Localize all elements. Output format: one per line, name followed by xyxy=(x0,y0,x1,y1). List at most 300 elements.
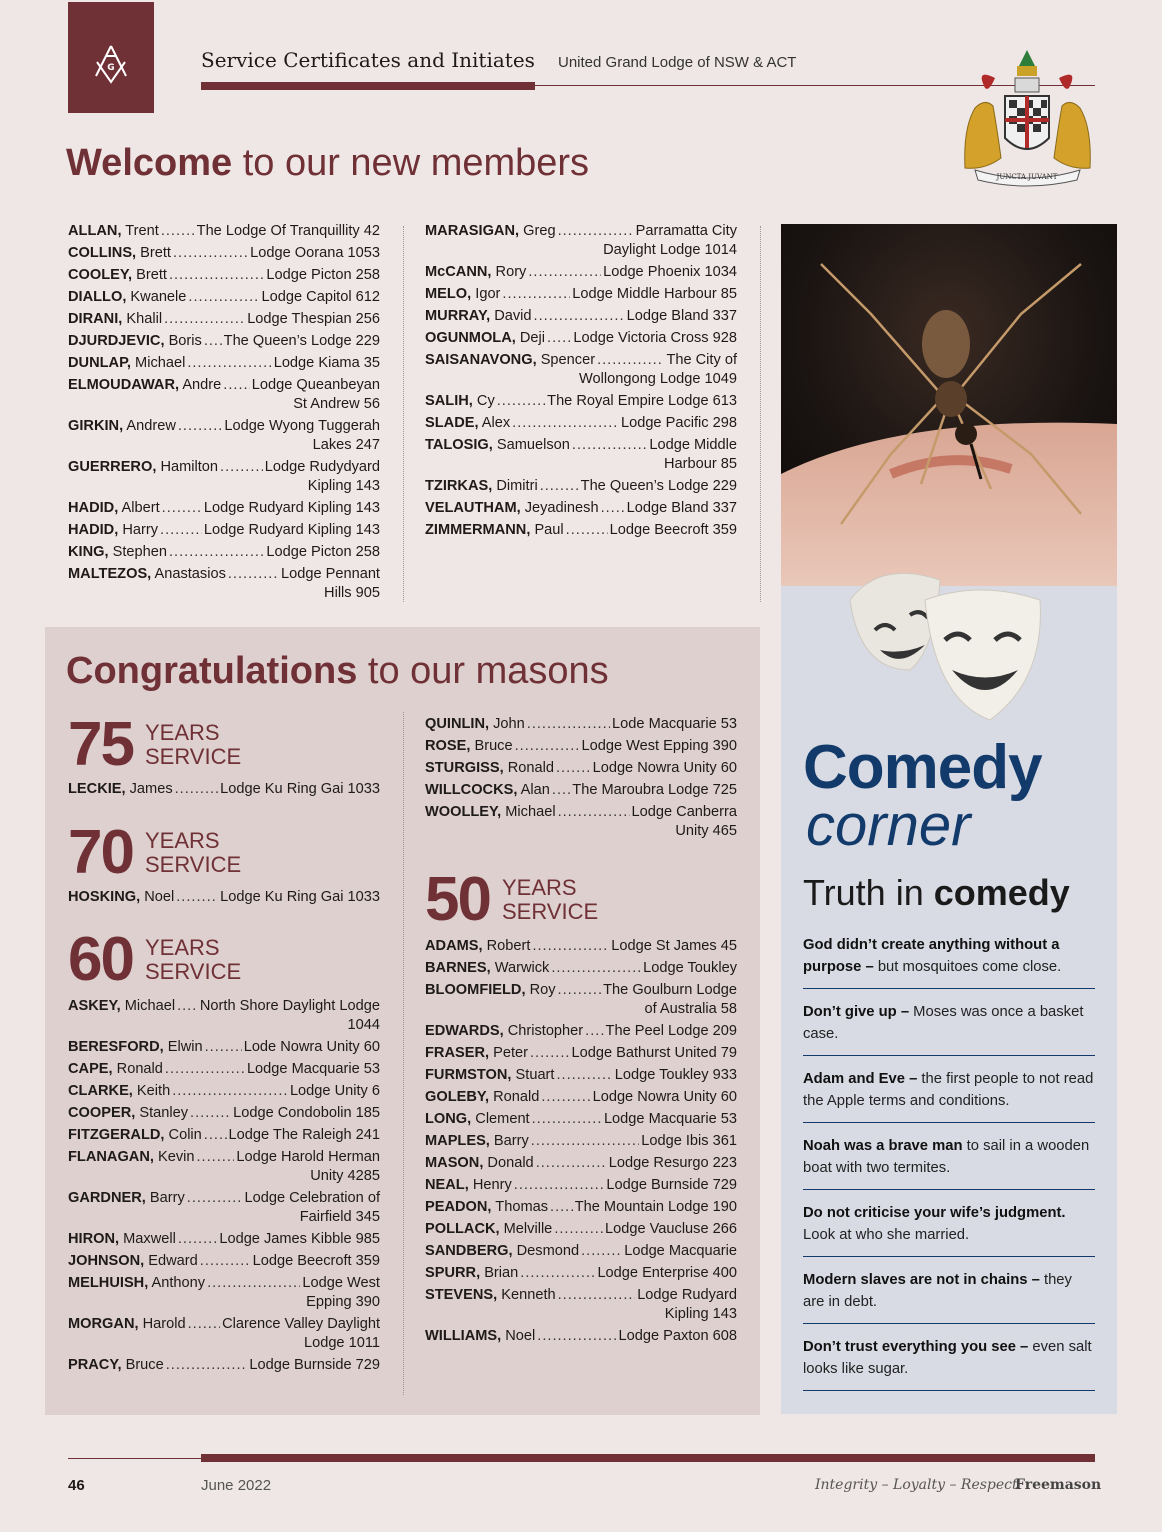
lodge-name: Lodge Kiama 35 xyxy=(273,355,380,371)
dot-leader xyxy=(515,737,580,756)
service-70-block xyxy=(68,818,380,910)
dot-leader xyxy=(585,1022,603,1041)
dot-leader xyxy=(187,1189,243,1208)
lodge-name: Lodge Bland 337 xyxy=(626,308,737,324)
dot-leader xyxy=(554,1220,603,1239)
member-entry xyxy=(68,1356,380,1375)
square-compass-icon xyxy=(68,2,154,113)
joke-item xyxy=(803,1133,1095,1190)
lodge-name: Lodge Toukley xyxy=(643,960,737,976)
member-given-name: Greg xyxy=(519,223,556,239)
member-entry xyxy=(68,997,380,1035)
dot-leader xyxy=(173,244,248,263)
dot-leader xyxy=(205,1038,242,1057)
member-given-name: Cy xyxy=(472,393,495,409)
footer-motto: Integrity – Loyalty – Respect xyxy=(815,1477,1018,1493)
member-entry xyxy=(68,1315,380,1353)
member-given-name: Noel xyxy=(501,1328,536,1344)
member-entry xyxy=(425,1176,737,1195)
member-surname: HIRON, xyxy=(68,1231,120,1247)
member-given-name: Boris xyxy=(164,333,202,349)
joke-punchline: they are in debt. xyxy=(803,1272,1072,1310)
member-given-name: Melville xyxy=(499,1221,553,1237)
member-entry xyxy=(425,1198,737,1217)
lodge-name-continued: Lodge 1011 xyxy=(303,1335,380,1351)
joke-lead: Don’t give up – xyxy=(803,1004,910,1020)
member-given-name: Igor xyxy=(471,286,501,302)
lodge-name: Lodge Pacific 298 xyxy=(620,415,737,431)
member-given-name: Ronald xyxy=(503,760,554,776)
dot-leader xyxy=(188,288,259,307)
member-entry xyxy=(425,959,737,978)
dot-leader xyxy=(497,392,545,411)
dot-leader xyxy=(228,565,279,584)
dot-leader xyxy=(178,1230,218,1249)
lodge-name: Lodge Unity 6 xyxy=(289,1083,380,1099)
lodge-name-continued: Kipling 143 xyxy=(664,1306,737,1322)
joke-lead: Don’t trust everything you see – xyxy=(803,1339,1029,1355)
dot-leader xyxy=(160,521,202,540)
member-given-name: Kevin xyxy=(153,1149,195,1165)
lodge-name: Lodge Rudydyard xyxy=(264,459,380,475)
dot-leader xyxy=(220,458,263,477)
member-surname: MALTEZOS, xyxy=(68,566,152,582)
lodge-name: Lodge Burnside 729 xyxy=(606,1177,737,1193)
lodge-name: Lodge West xyxy=(302,1275,380,1291)
member-given-name: David xyxy=(490,308,532,324)
member-given-name: Albert xyxy=(118,500,160,516)
member-surname: QUINLIN, xyxy=(425,716,490,732)
joke-item xyxy=(803,1334,1095,1391)
member-given-name: Trent xyxy=(121,223,159,239)
lodge-name-continued: Lakes 247 xyxy=(312,437,380,453)
member-surname: MORGAN, xyxy=(68,1316,139,1332)
dot-leader xyxy=(176,888,218,907)
member-surname: WOOLLEY, xyxy=(425,804,502,820)
joke-lead: Adam and Eve – xyxy=(803,1071,918,1087)
member-given-name: Michael xyxy=(501,804,556,820)
member-entry xyxy=(425,1110,737,1129)
member-entry xyxy=(425,981,737,1019)
member-entry xyxy=(425,715,737,734)
member-given-name: Maxwell xyxy=(119,1231,176,1247)
member-surname: OGUNMOLA, xyxy=(425,330,516,346)
joke-lead: Do not criticise your wife’s judgment. xyxy=(803,1205,1066,1221)
member-given-name: Kenneth xyxy=(497,1287,556,1303)
member-surname: HADID, xyxy=(68,500,119,516)
header-rule-thick xyxy=(201,82,535,90)
lodge-name-continued: Hills 905 xyxy=(324,585,380,601)
member-entry xyxy=(68,1038,380,1057)
lodge-name: Lodge Wyong Tuggerah xyxy=(224,418,380,434)
column-divider xyxy=(403,226,404,602)
service-75-block xyxy=(68,710,380,802)
lodge-name: Lodge Bathurst United 79 xyxy=(571,1045,737,1061)
member-given-name: Barry xyxy=(489,1133,529,1149)
dot-leader xyxy=(172,1082,288,1101)
member-surname: LECKIE, xyxy=(68,781,126,797)
dot-leader xyxy=(178,417,222,436)
lodge-name: Lodge Bland 337 xyxy=(626,500,737,516)
years-label: YEARS xyxy=(144,720,220,745)
member-given-name: Peter xyxy=(489,1045,528,1061)
joke-item xyxy=(803,1267,1095,1324)
joke-lead: God didn’t create anything without a purpose – xyxy=(803,937,1060,975)
member-entry xyxy=(425,1264,737,1283)
section-title: Service Certificates and Initiates xyxy=(201,48,535,72)
lodge-name: Lodge Harold Herman xyxy=(236,1149,380,1165)
lodge-name: The Royal Empire Lodge 613 xyxy=(547,393,737,409)
member-entry xyxy=(68,310,380,329)
lodge-name: Lodge Queanbeyan xyxy=(251,377,380,393)
mosquito-photo xyxy=(781,224,1117,586)
lodge-name-continued: 1044 xyxy=(347,1017,380,1033)
lodge-name: Lodge West Epping 390 xyxy=(581,738,737,754)
member-given-name: Harold xyxy=(138,1316,186,1332)
member-entry xyxy=(68,332,380,351)
member-entry xyxy=(425,263,737,282)
member-entry xyxy=(68,888,380,907)
lodge-name: The Goulburn Lodge xyxy=(603,982,737,998)
joke-punchline: Moses was once a basket case. xyxy=(803,1004,1084,1042)
member-entry xyxy=(68,354,380,373)
member-given-name: Michael xyxy=(130,355,186,371)
member-given-name: Hamilton xyxy=(156,459,219,475)
member-entry xyxy=(425,351,737,389)
member-surname: SANDBERG, xyxy=(425,1243,513,1259)
member-surname: NEAL, xyxy=(425,1177,469,1193)
lodge-name: Lodge Paxton 608 xyxy=(618,1328,737,1344)
lodge-name: Lodge Macquarie xyxy=(624,1243,737,1259)
dot-leader xyxy=(558,981,602,1000)
member-surname: EDWARDS, xyxy=(425,1023,504,1039)
dot-leader xyxy=(530,1044,569,1063)
theatre-masks-icon xyxy=(840,560,1050,730)
lodge-name: Lodge Middle Harbour 85 xyxy=(572,286,737,302)
lodge-name: Lodge Canberra xyxy=(631,804,737,820)
joke-lead: Modern slaves are not in chains – xyxy=(803,1272,1040,1288)
column-divider xyxy=(760,226,761,602)
service-60-block xyxy=(68,925,380,1378)
lodge-name: Lodge Picton 258 xyxy=(266,544,380,560)
member-surname: PEADON, xyxy=(425,1199,492,1215)
years-number: 50 xyxy=(425,865,490,934)
member-entry xyxy=(425,1088,737,1107)
member-surname: POLLACK, xyxy=(425,1221,500,1237)
lodge-name: Lodge Rudyard Kipling 143 xyxy=(203,500,380,516)
member-given-name: Ronald xyxy=(112,1061,163,1077)
member-entry xyxy=(425,414,737,433)
lodge-name: The Queen’s Lodge 229 xyxy=(223,333,380,349)
joke-punchline: even salt looks like sugar. xyxy=(803,1339,1092,1377)
member-entry xyxy=(68,1148,380,1186)
dot-leader xyxy=(165,1060,245,1079)
member-surname: MELHUISH, xyxy=(68,1275,149,1291)
member-entry xyxy=(68,1082,380,1101)
member-given-name: Deji xyxy=(515,330,546,346)
page-number: 46 xyxy=(68,1477,85,1494)
member-surname: ELMOUDAWAR, xyxy=(68,377,180,393)
dot-leader xyxy=(204,1126,227,1145)
member-surname: FLANAGAN, xyxy=(68,1149,154,1165)
member-entry xyxy=(425,781,737,800)
member-surname: MARASIGAN, xyxy=(425,223,520,239)
member-given-name: Anthony xyxy=(148,1275,206,1291)
member-given-name: Roy xyxy=(525,982,556,998)
member-entry xyxy=(68,1126,380,1145)
member-entry xyxy=(68,417,380,455)
member-surname: ALLAN, xyxy=(68,223,122,239)
dot-leader xyxy=(547,329,571,348)
dot-leader xyxy=(169,543,264,562)
member-given-name: Stuart xyxy=(511,1067,555,1083)
dot-leader xyxy=(169,266,264,285)
member-surname: BARNES, xyxy=(425,960,491,976)
years-number: 60 xyxy=(68,925,133,994)
years-number: 75 xyxy=(68,710,133,779)
member-entry xyxy=(425,937,737,956)
member-given-name: Warwick xyxy=(490,960,550,976)
lodge-name: Lodge Phoenix 1034 xyxy=(603,264,737,280)
dot-leader xyxy=(187,354,271,373)
truth-heading: Truth in comedy xyxy=(803,872,1070,913)
member-surname: McCANN, xyxy=(425,264,492,280)
dot-leader xyxy=(204,332,222,351)
lodge-name: Lodge Oorana 1053 xyxy=(250,245,380,261)
dot-leader xyxy=(175,780,219,799)
member-given-name: Henry xyxy=(468,1177,512,1193)
dot-leader xyxy=(502,285,570,304)
lodge-name-continued: Kipling 143 xyxy=(307,478,380,494)
member-entry xyxy=(68,266,380,285)
lodge-name: Lodge Ibis 361 xyxy=(641,1133,737,1149)
lodge-name: Parramatta City xyxy=(635,223,737,239)
member-surname: SLADE, xyxy=(425,415,479,431)
member-surname: VELAUTHAM, xyxy=(425,500,521,516)
member-entry xyxy=(425,307,737,326)
member-given-name: Desmond xyxy=(512,1243,580,1259)
lodge-name: Lodge Nowra Unity 60 xyxy=(592,1089,737,1105)
member-surname: FURMSTON, xyxy=(425,1067,512,1083)
jokes-list xyxy=(803,932,1095,1401)
lodge-name: The City of xyxy=(666,352,737,368)
joke-punchline: but mosquitoes come close. xyxy=(873,959,1062,975)
joke-lead: Noah was a brave man xyxy=(803,1138,963,1154)
dot-leader xyxy=(558,1286,636,1305)
lodge-name: Lodge Victoria Cross 928 xyxy=(573,330,737,346)
lodge-name-continued: Unity 4285 xyxy=(310,1168,380,1184)
lodge-name: Lodge The Raleigh 241 xyxy=(228,1127,380,1143)
lodge-name-continued: of Australia 58 xyxy=(644,1001,737,1017)
welcome-heading: Welcome to our new members xyxy=(66,142,590,184)
joke-item xyxy=(803,999,1095,1056)
member-entry xyxy=(425,1044,737,1063)
lodge-name-continued: St Andrew 56 xyxy=(293,396,380,412)
lodge-name: Lodge Macquarie 53 xyxy=(246,1061,380,1077)
member-given-name: Colin xyxy=(164,1127,202,1143)
member-entry xyxy=(425,521,737,540)
lodge-name-continued: Epping 390 xyxy=(306,1294,380,1310)
member-surname: KING, xyxy=(68,544,109,560)
member-given-name: Jeyadinesh xyxy=(520,500,599,516)
welcome-list-left xyxy=(68,222,380,606)
dot-leader xyxy=(556,1066,612,1085)
organisation-name: United Grand Lodge of NSW & ACT xyxy=(558,54,797,71)
member-entry xyxy=(68,543,380,562)
member-given-name: Dimitri xyxy=(492,478,538,494)
joke-item xyxy=(803,932,1095,989)
member-given-name: John xyxy=(489,716,525,732)
dot-leader xyxy=(514,1176,605,1195)
dot-leader xyxy=(190,1104,231,1123)
footer-rule-thin xyxy=(68,1458,201,1459)
joke-punchline: Look at who she married. xyxy=(803,1227,970,1243)
member-entry xyxy=(68,288,380,307)
issue-date: June 2022 xyxy=(201,1477,272,1494)
member-surname: SALIH, xyxy=(425,393,473,409)
lodge-name: Lodge Picton 258 xyxy=(266,267,380,283)
service-label: SERVICE xyxy=(144,744,242,769)
lodge-name: Lodge Nowra Unity 60 xyxy=(592,760,737,776)
member-surname: ZIMMERMANN, xyxy=(425,522,531,538)
member-given-name: Paul xyxy=(530,522,564,538)
member-entry xyxy=(425,803,737,841)
lodge-name: Clarence Valley Daylight xyxy=(222,1316,380,1332)
comedy-subtitle: corner xyxy=(806,793,971,858)
joke-item xyxy=(803,1066,1095,1123)
lodge-name-continued: Daylight Lodge 1014 xyxy=(603,242,737,258)
member-surname: MASON, xyxy=(425,1155,484,1171)
dot-leader xyxy=(581,1242,622,1261)
lodge-name: Lodge Capitol 612 xyxy=(261,289,380,305)
lodge-name: Lodge Toukley 933 xyxy=(614,1067,737,1083)
lodge-name: Lodge Macquarie 53 xyxy=(603,1111,737,1127)
dot-leader xyxy=(162,499,202,518)
member-surname: DJURDJEVIC, xyxy=(68,333,165,349)
service-50-block xyxy=(425,865,737,1349)
member-given-name: Brian xyxy=(480,1265,519,1281)
dot-leader xyxy=(536,1154,607,1173)
member-entry xyxy=(68,1252,380,1271)
member-surname: BERESFORD, xyxy=(68,1039,164,1055)
lodge-name: Lodge James Kibble 985 xyxy=(219,1231,380,1247)
member-entry xyxy=(68,1274,380,1312)
dot-leader xyxy=(512,414,619,433)
dot-leader xyxy=(223,376,250,395)
member-surname: PRACY, xyxy=(68,1357,122,1373)
dot-leader xyxy=(207,1274,300,1293)
lodge-name: The Maroubra Lodge 725 xyxy=(572,782,737,798)
member-surname: MURRAY, xyxy=(425,308,491,324)
lodge-name: The Lodge Of Tranquillity 42 xyxy=(196,223,380,239)
member-entry xyxy=(68,244,380,263)
dot-leader xyxy=(161,222,195,241)
dot-leader xyxy=(166,1356,248,1375)
member-entry xyxy=(68,780,380,799)
member-given-name: Kwanele xyxy=(126,289,187,305)
service-60-list-continued xyxy=(425,715,737,844)
member-given-name: Andrew xyxy=(123,418,176,434)
member-surname: DUNLAP, xyxy=(68,355,131,371)
service-label: SERVICE xyxy=(144,852,242,877)
dot-leader xyxy=(537,1327,616,1346)
member-entry xyxy=(425,1022,737,1041)
member-entry xyxy=(425,436,737,474)
dot-leader xyxy=(597,351,664,370)
dot-leader xyxy=(558,803,630,822)
member-given-name: James xyxy=(125,781,173,797)
member-surname: SAISANAVONG, xyxy=(425,352,537,368)
member-surname: STURGISS, xyxy=(425,760,504,776)
coat-of-arms xyxy=(955,48,1100,188)
lodge-name-continued: Harbour 85 xyxy=(663,456,737,472)
member-surname: GUERRERO, xyxy=(68,459,157,475)
member-entry xyxy=(68,376,380,414)
member-surname: TZIRKAS, xyxy=(425,478,493,494)
member-given-name: Brett xyxy=(136,245,171,261)
dot-leader xyxy=(566,521,608,540)
member-entry xyxy=(425,1154,737,1173)
member-given-name: Bruce xyxy=(121,1357,164,1373)
lodge-name-continued: Wollongong Lodge 1049 xyxy=(579,371,737,387)
member-surname: DIALLO, xyxy=(68,289,127,305)
lodge-name: Lodge Beecroft 359 xyxy=(252,1253,380,1269)
lodge-name: Lodge Vaucluse 266 xyxy=(605,1221,737,1237)
lodge-name-continued: Fairfield 345 xyxy=(299,1209,380,1225)
lodge-name: Lode Nowra Unity 60 xyxy=(243,1039,380,1055)
member-surname: COLLINS, xyxy=(68,245,137,261)
lodge-name: Lodge Celebration of xyxy=(244,1190,380,1206)
member-entry xyxy=(425,499,737,518)
lodge-name: Lodge Thespian 256 xyxy=(247,311,380,327)
column-divider xyxy=(403,712,404,1395)
lodge-name: Lodge Burnside 729 xyxy=(249,1357,380,1373)
member-entry xyxy=(68,222,380,241)
member-given-name: Elwin xyxy=(163,1039,203,1055)
member-entry xyxy=(425,1242,737,1261)
dot-leader xyxy=(528,263,601,282)
member-given-name: Rory xyxy=(491,264,527,280)
service-label: SERVICE xyxy=(501,899,599,924)
years-label: YEARS xyxy=(501,875,577,900)
dot-leader xyxy=(177,997,198,1016)
member-entry xyxy=(425,1220,737,1239)
member-entry xyxy=(68,1104,380,1123)
member-given-name: Alex xyxy=(478,415,511,431)
member-surname: COOLEY, xyxy=(68,267,133,283)
member-surname: FRASER, xyxy=(425,1045,490,1061)
member-surname: HADID, xyxy=(68,522,119,538)
lodge-name: Lodge Rudyard Kipling 143 xyxy=(203,522,380,538)
dot-leader xyxy=(197,1148,235,1167)
member-given-name: Edward xyxy=(144,1253,198,1269)
member-surname: ADAMS, xyxy=(425,938,483,954)
member-given-name: Keith xyxy=(132,1083,171,1099)
lodge-name: North Shore Daylight Lodge xyxy=(199,998,380,1014)
member-given-name: Donald xyxy=(483,1155,534,1171)
member-surname: LONG, xyxy=(425,1111,472,1127)
dot-leader xyxy=(558,222,634,241)
dot-leader xyxy=(541,1088,590,1107)
footer-rule-thick xyxy=(201,1454,1095,1462)
lodge-name: Lodge Pennant xyxy=(280,566,380,582)
dot-leader xyxy=(531,1132,639,1151)
member-given-name: Michael xyxy=(120,998,176,1014)
member-surname: CAPE, xyxy=(68,1061,113,1077)
member-given-name: Samuelson xyxy=(492,437,570,453)
joke-punchline: the first people to not read the Apple terms and conditions. xyxy=(803,1071,1094,1109)
lodge-name: Lodge Rudyard xyxy=(637,1287,737,1303)
